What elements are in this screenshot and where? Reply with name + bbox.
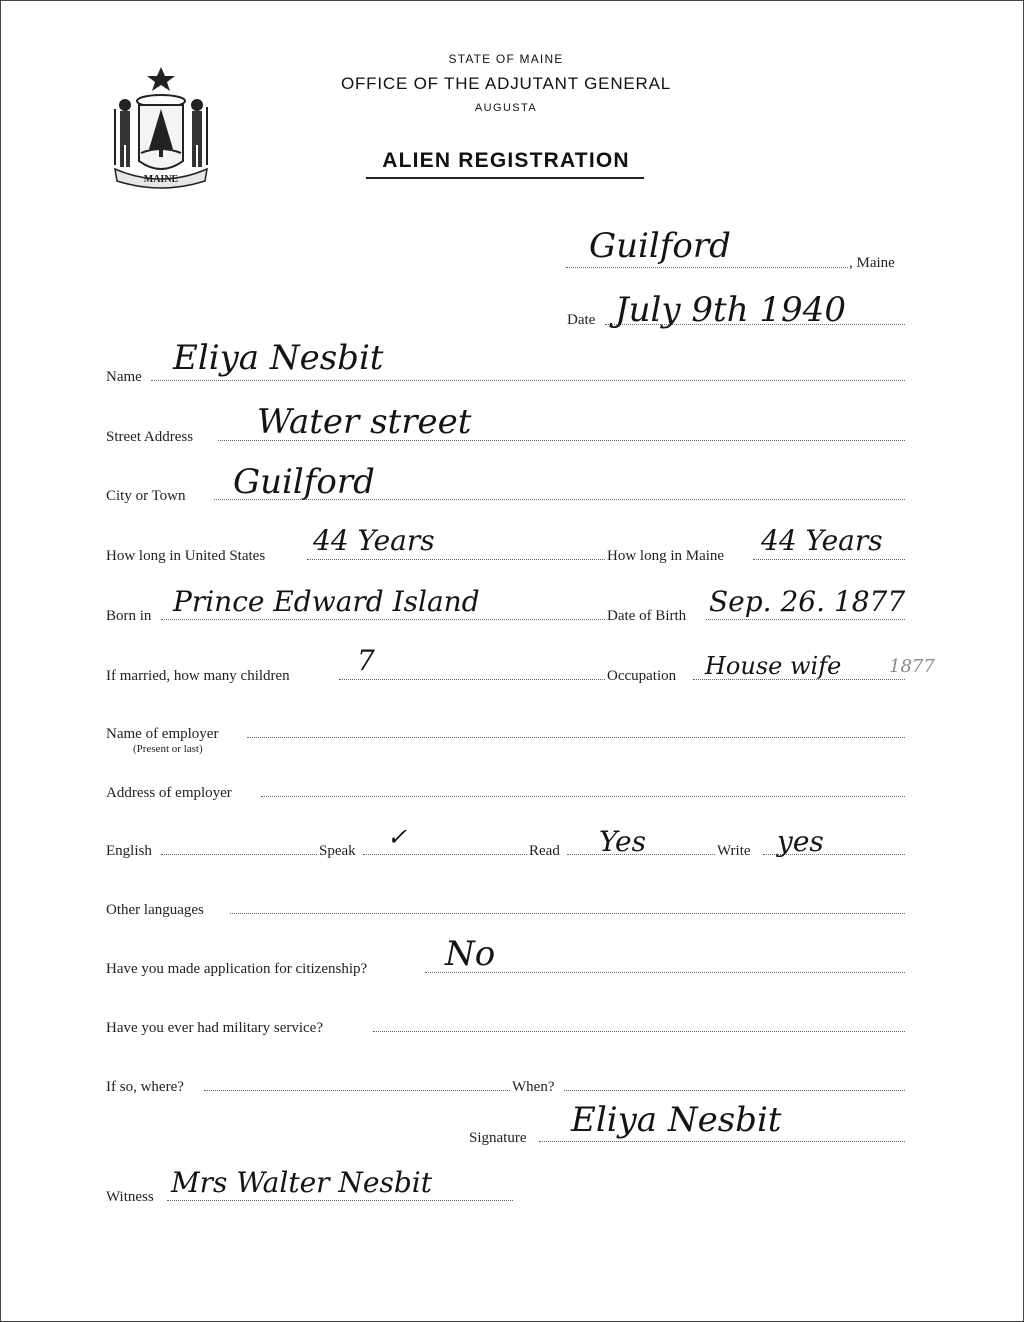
born-in-line: [161, 619, 605, 620]
us-years-value: 44 Years: [313, 524, 435, 557]
date-value: July 9th 1940: [615, 290, 846, 330]
when-line: [564, 1090, 905, 1091]
dob-label: Date of Birth: [607, 608, 687, 624]
signature-label: Signature: [469, 1130, 527, 1146]
location-value: Guilford: [589, 226, 731, 266]
children-label: If married, how many children: [106, 668, 290, 684]
maine-years-value: 44 Years: [761, 524, 883, 557]
occupation-overflow-value: 1877: [889, 656, 935, 677]
speak-line: [363, 854, 527, 855]
header-office: OFFICE OF THE ADJUTANT GENERAL: [340, 74, 672, 93]
date-label: Date: [567, 312, 596, 328]
employer-line: [247, 737, 905, 738]
born-in-label: Born in: [106, 608, 152, 624]
maine-years-label: How long in Maine: [607, 548, 725, 564]
employer-address-label: Address of employer: [106, 785, 232, 801]
citizenship-label: Have you made application for citizenship?: [106, 961, 368, 977]
speak-label: Speak: [319, 843, 356, 859]
signature-line: [539, 1141, 905, 1142]
witness-value: Mrs Walter Nesbit: [171, 1166, 432, 1199]
write-value: yes: [777, 825, 824, 858]
read-label: Read: [529, 843, 560, 859]
witness-line: [167, 1200, 513, 1201]
english-label: English: [106, 843, 152, 859]
name-value: Eliya Nesbit: [173, 338, 384, 378]
name-line: [151, 380, 905, 381]
write-label: Write: [717, 843, 751, 859]
name-label: Name: [106, 369, 142, 385]
when-label: When?: [512, 1079, 555, 1095]
citizenship-value: No: [445, 934, 496, 974]
military-line: [373, 1031, 905, 1032]
children-line: [339, 679, 605, 680]
read-value: Yes: [599, 825, 646, 858]
signature-value: Eliya Nesbit: [571, 1100, 782, 1140]
other-languages-label: Other languages: [106, 902, 204, 918]
dob-value: Sep. 26. 1877: [709, 585, 906, 618]
location-line: [566, 267, 848, 268]
header-state: STATE OF MAINE: [448, 52, 564, 66]
city-value: Guilford: [233, 462, 375, 502]
us-years-label: How long in United States: [106, 548, 266, 564]
employer-address-line: [261, 796, 905, 797]
us-years-line: [307, 559, 605, 560]
occupation-value: House wife: [705, 652, 842, 680]
occupation-label: Occupation: [607, 668, 677, 684]
dob-line: [706, 619, 905, 620]
employer-sublabel: (Present or last): [133, 743, 203, 755]
maine-suffix-label: , Maine: [849, 255, 895, 271]
witness-label: Witness: [106, 1189, 154, 1205]
seal-banner-text: MAINE: [143, 174, 179, 185]
employer-label: Name of employer: [106, 726, 219, 742]
title-underline: [366, 177, 644, 179]
where-label: If so, where?: [106, 1079, 184, 1095]
state-seal-icon: [109, 65, 213, 189]
maine-years-line: [753, 559, 905, 560]
form-title: ALIEN REGISTRATION: [382, 149, 630, 172]
english-line: [161, 854, 317, 855]
children-value: 7: [357, 644, 375, 677]
city-label: City or Town: [106, 488, 186, 504]
where-line: [204, 1090, 510, 1091]
other-languages-line: [230, 913, 905, 914]
born-in-value: Prince Edward Island: [173, 585, 480, 618]
street-label: Street Address: [106, 429, 194, 445]
street-value: Water street: [257, 402, 472, 442]
speak-value: ✓: [387, 823, 408, 851]
citizenship-line: [425, 972, 905, 973]
header-city: AUGUSTA: [474, 102, 538, 114]
military-label: Have you ever had military service?: [106, 1020, 323, 1036]
